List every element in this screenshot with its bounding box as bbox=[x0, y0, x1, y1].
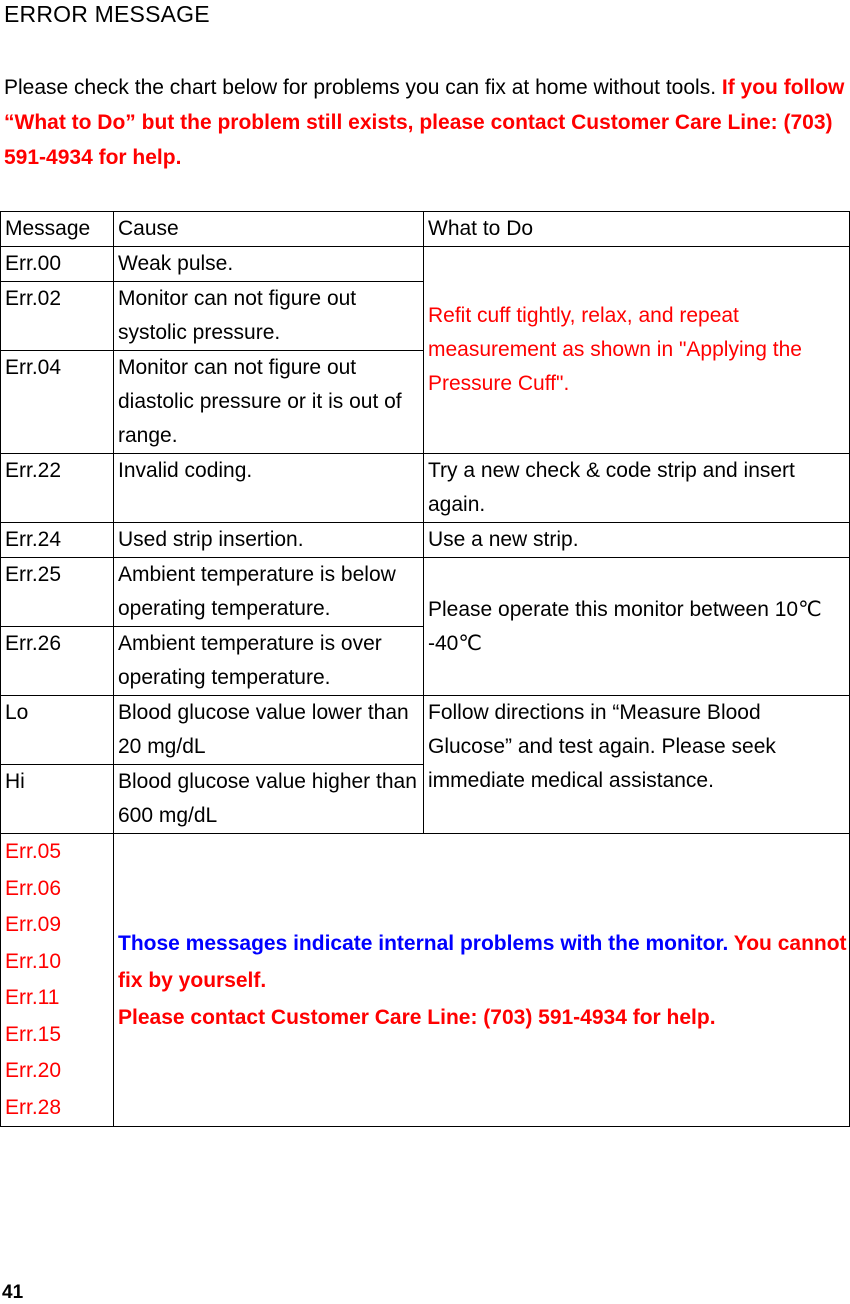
cannot-fix-notice: You cannot fix by yourself. bbox=[118, 931, 847, 992]
error-code: Err.15 bbox=[5, 1022, 62, 1046]
contact-customer-care: Please contact Customer Care Line: (703) 591-4934 for help. bbox=[118, 1005, 716, 1029]
internal-error-message bbox=[114, 834, 850, 1127]
internal-errors-row bbox=[1, 834, 850, 1127]
action-refit-cuff: Refit cuff tightly, relax, and repeat measurement as shown in "Applying the Pressure Cuff". bbox=[424, 247, 850, 454]
intro-contact-notice: If you follow “What to Do” but the problem still exists, please contact Customer Care Line: (703) 591-4934 for help. bbox=[4, 76, 845, 169]
error-action: Try a new check & code strip and insert again. bbox=[424, 454, 850, 523]
error-code: Err.10 bbox=[5, 949, 62, 973]
error-code: Err.24 bbox=[1, 523, 114, 558]
error-code: Lo bbox=[1, 696, 114, 765]
error-cause: Ambient temperature is below operating temperature. bbox=[114, 558, 424, 627]
error-code: Err.06 bbox=[5, 876, 62, 900]
error-cause: Blood glucose value lower than 20 mg/dL bbox=[114, 696, 424, 765]
error-code: Err.28 bbox=[5, 1095, 62, 1119]
intro-text: Please check the chart below for problems you can fix at home without tools. bbox=[4, 76, 722, 99]
error-code: Err.05 bbox=[5, 840, 62, 863]
error-code: Err.25 bbox=[1, 558, 114, 627]
error-action: Use a new strip. bbox=[424, 523, 850, 558]
action-operating-temperature: Please operate this monitor between 10℃ -40℃ bbox=[424, 558, 850, 696]
internal-error-codes bbox=[1, 834, 114, 1127]
table-header-row bbox=[1, 212, 850, 247]
action-blood-glucose: Follow directions in “Measure Blood Glucose” and test again. Please seek immediate medical assistance. bbox=[424, 696, 850, 834]
header-what-to-do: What to Do bbox=[424, 212, 850, 247]
internal-problem-notice: Those messages indicate internal problems with the monitor. bbox=[118, 931, 729, 955]
error-code: Err.00 bbox=[1, 247, 114, 282]
error-cause: Used strip insertion. bbox=[114, 523, 424, 558]
error-code: Err.09 bbox=[5, 913, 62, 936]
intro-paragraph bbox=[4, 70, 846, 175]
error-cause: Monitor can not figure out systolic pressure. bbox=[114, 282, 424, 351]
table-row bbox=[1, 523, 850, 558]
table-row bbox=[1, 454, 850, 523]
error-code: Hi bbox=[1, 765, 114, 834]
error-cause: Blood glucose value higher than 600 mg/dL bbox=[114, 765, 424, 834]
page-number: 41 bbox=[2, 1282, 24, 1303]
error-code: Err.22 bbox=[1, 454, 114, 523]
header-cause: Cause bbox=[114, 212, 424, 247]
error-cause: Ambient temperature is over operating temperature. bbox=[114, 627, 424, 696]
table-row bbox=[1, 247, 850, 282]
error-cause: Invalid coding. bbox=[114, 454, 424, 523]
error-message-table bbox=[0, 211, 850, 1127]
error-cause: Monitor can not figure out diastolic pressure or it is out of range. bbox=[114, 351, 424, 454]
table-row bbox=[1, 558, 850, 627]
error-code: Err.04 bbox=[1, 351, 114, 454]
error-code: Err.20 bbox=[5, 1059, 62, 1082]
header-message: Message bbox=[1, 212, 114, 247]
error-code: Err.26 bbox=[1, 627, 114, 696]
table-row bbox=[1, 696, 850, 765]
error-code: Err.02 bbox=[1, 282, 114, 351]
error-cause: Weak pulse. bbox=[114, 247, 424, 282]
page-title: ERROR MESSAGE bbox=[4, 1, 210, 27]
error-code: Err.11 bbox=[5, 986, 60, 1009]
